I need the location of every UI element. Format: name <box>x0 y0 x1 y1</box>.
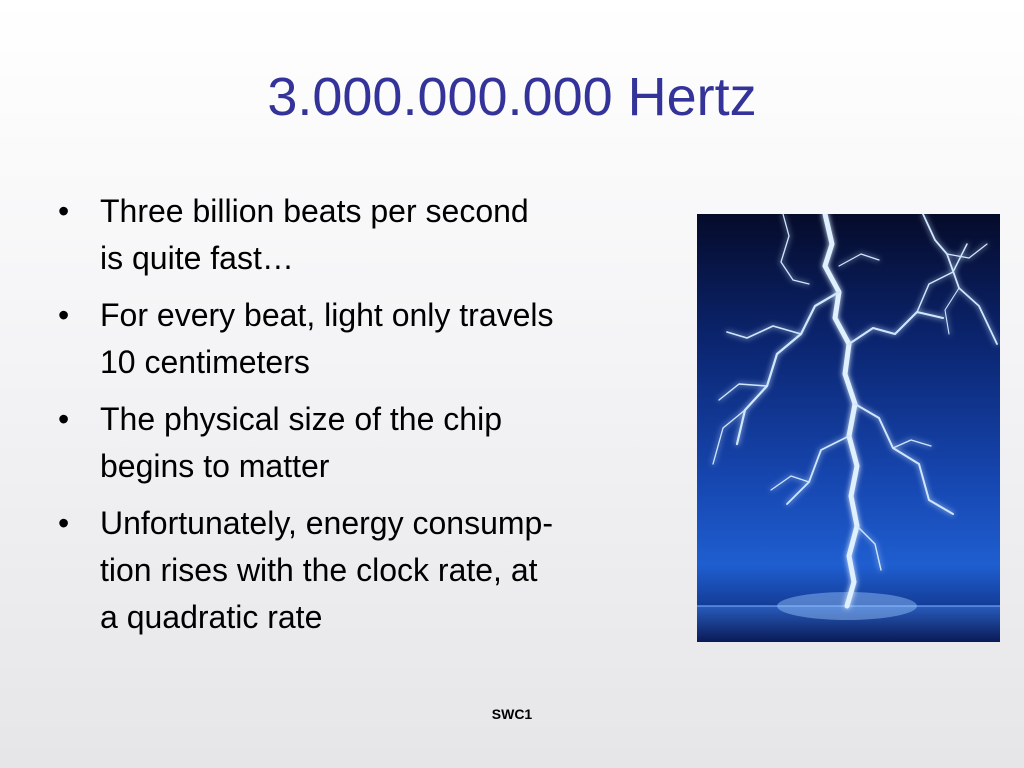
bullet-marker: • <box>58 297 70 333</box>
bullet-item <box>56 500 686 641</box>
bullet-marker: • <box>58 505 70 541</box>
bullet-marker: • <box>58 401 70 437</box>
bullet-list <box>56 188 686 651</box>
lightning-bolt-photo <box>697 214 1000 642</box>
bullet-text: The physical size of the chip begins to matter <box>100 401 502 484</box>
bullet-item <box>56 188 686 282</box>
bullet-marker: • <box>58 193 70 229</box>
bullet-text: For every beat, light only travels 10 centimeters <box>100 297 554 380</box>
bullet-text: Three billion beats per second is quite fast… <box>100 193 529 276</box>
bullet-item <box>56 396 686 490</box>
bullet-item <box>56 292 686 386</box>
slide-footer: SWC1 <box>491 706 533 722</box>
bullet-text: Unfortunately, energy consump- tion rises with the clock rate, at a quadratic rate <box>100 505 553 635</box>
lightning-icon <box>697 214 1000 642</box>
slide-title: 3.000.000.000 Hertz <box>267 67 757 127</box>
